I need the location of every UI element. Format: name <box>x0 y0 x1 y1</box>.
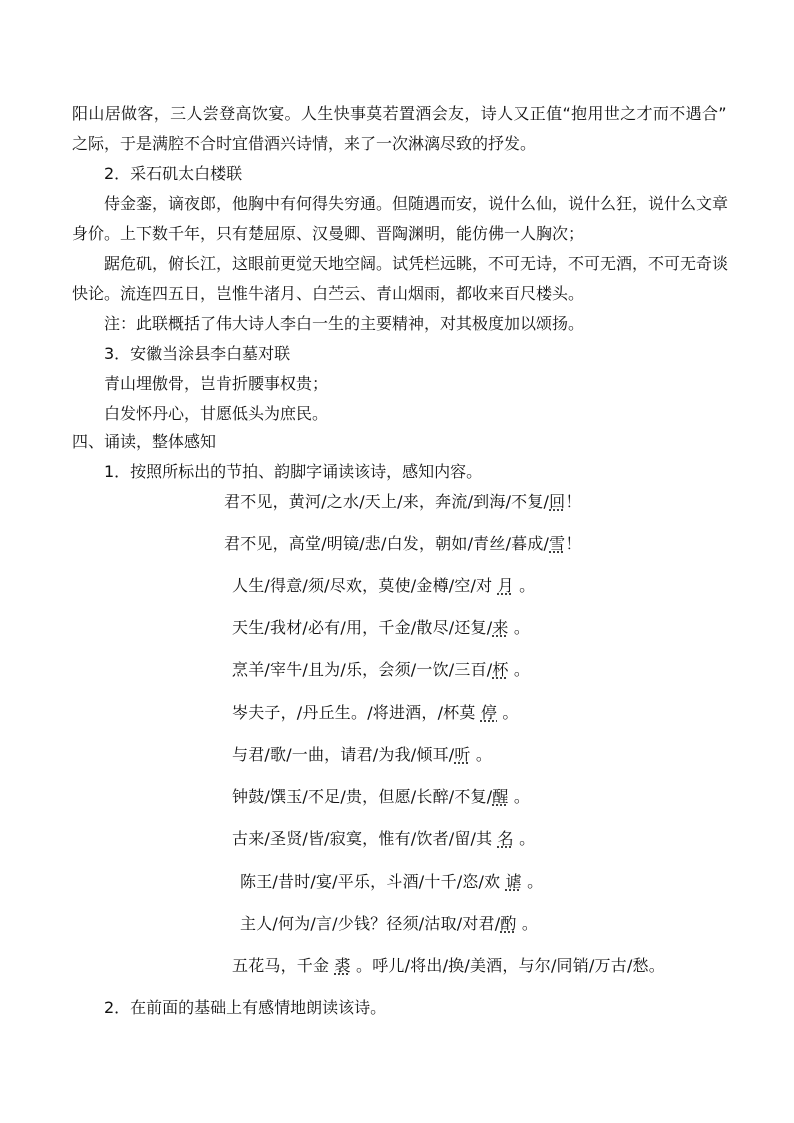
couplet3-line-1: 青山埋傲骨，岂肯折腰事权贵； <box>104 374 329 393</box>
couplet2-note: 注：此联概括了伟大诗人李白一生的主要精神，对其极度加以颂扬。 <box>104 314 585 333</box>
rhyme-character: 雪 <box>549 534 566 553</box>
rhyme-character: 酌 <box>500 914 517 933</box>
poem-line: 君不见，高堂/明镜/悲/白发，朝如/青丝/暮成/雪！ <box>224 534 582 553</box>
rhyme-character: 醒 <box>492 787 509 806</box>
rhyme-character: 杯 <box>492 660 509 679</box>
poem-line: 五花马，千金 裘 。呼儿/将出/换/美酒，与尔/同销/万古/愁。 <box>232 956 665 975</box>
section4-task-2: 2．在前面的基础上有感情地朗读该诗。 <box>104 998 387 1017</box>
poem-line: 君不见，黄河/之水/天上/来，奔流/到海/不复/回！ <box>224 492 582 511</box>
rhyme-character: 回 <box>549 492 566 511</box>
couplet2-lower-line-2: 快论。流连四五日，岂惟牛渚月、白苎云、青山烟雨，都收来百尺楼头。 <box>72 284 585 303</box>
rhyme-character: 来 <box>492 618 509 637</box>
couplet2-upper-line-1: 侍金銮，谪夜郎，他胸中有何得失穷通。但随遇而安，说什么仙，说什么狂，说什么文章 <box>104 194 729 213</box>
rhyme-character: 裘 <box>334 956 351 975</box>
couplet2-upper-line-2: 身价。上下数千年，只有楚屈原、汉曼卿、晋陶渊明，能仿佛一人胸次； <box>72 224 585 243</box>
poem-line: 岑夫子，/丹丘生。/将进酒，/杯莫 停 。 <box>232 703 519 722</box>
rhyme-character: 名 <box>497 829 514 848</box>
rhyme-character: 月 <box>497 576 514 595</box>
rhyme-character: 谑 <box>505 872 522 891</box>
poem-line: 人生/得意/须/尽欢，莫使/金樽/空/对 月 。 <box>232 576 536 595</box>
poem-line: 烹羊/宰牛/且为/乐，会须/一饮/三百/杯 。 <box>232 660 531 679</box>
rhyme-character: 停 <box>480 703 498 722</box>
couplet2-lower-line-1: 踞危矶，俯长江，这眼前更觉天地空阔。试凭栏远眺，不可无诗，不可无酒，不可无奇谈 <box>104 254 729 273</box>
poem-line: 陈王/昔时/宴/平乐，斗酒/十千/恣/欢 谑 。 <box>240 872 544 891</box>
couplet3-line-2: 白发怀丹心，甘愿低头为庶民。 <box>104 404 329 423</box>
poem-line: 天生/我材/必有/用，千金/散尽/还复/来 。 <box>232 618 531 637</box>
intro-line-1: 阳山居做客，三人尝登高饮宴。人生快事莫若置酒会友，诗人又正值“抱用世之才而不遇合” <box>72 104 727 123</box>
poem-line: 钟鼓/馔玉/不足/贵，但愿/长醉/不复/醒 。 <box>232 787 531 806</box>
poem-line: 主人/何为/言/少钱？径须/沽取/对君/酌 。 <box>240 914 539 933</box>
couplet3-heading: 3．安徽当涂县李白墓对联 <box>104 344 291 363</box>
intro-line-2: 之际，于是满腔不合时宜借酒兴诗情，来了一次淋漓尽致的抒发。 <box>72 134 537 153</box>
couplet2-heading: 2．采石矶太白楼联 <box>104 164 243 183</box>
poem-line: 与君/歌/一曲，请君/为我/倾耳/听 。 <box>232 745 493 764</box>
section4-task-1: 1．按照所标出的节拍、韵脚字诵读该诗，感知内容。 <box>104 462 483 481</box>
poem-line: 古来/圣贤/皆/寂寞，惟有/饮者/留/其 名 。 <box>232 829 536 848</box>
section4-heading: 四、诵读，整体感知 <box>72 432 217 451</box>
rhyme-character: 听 <box>454 745 471 764</box>
